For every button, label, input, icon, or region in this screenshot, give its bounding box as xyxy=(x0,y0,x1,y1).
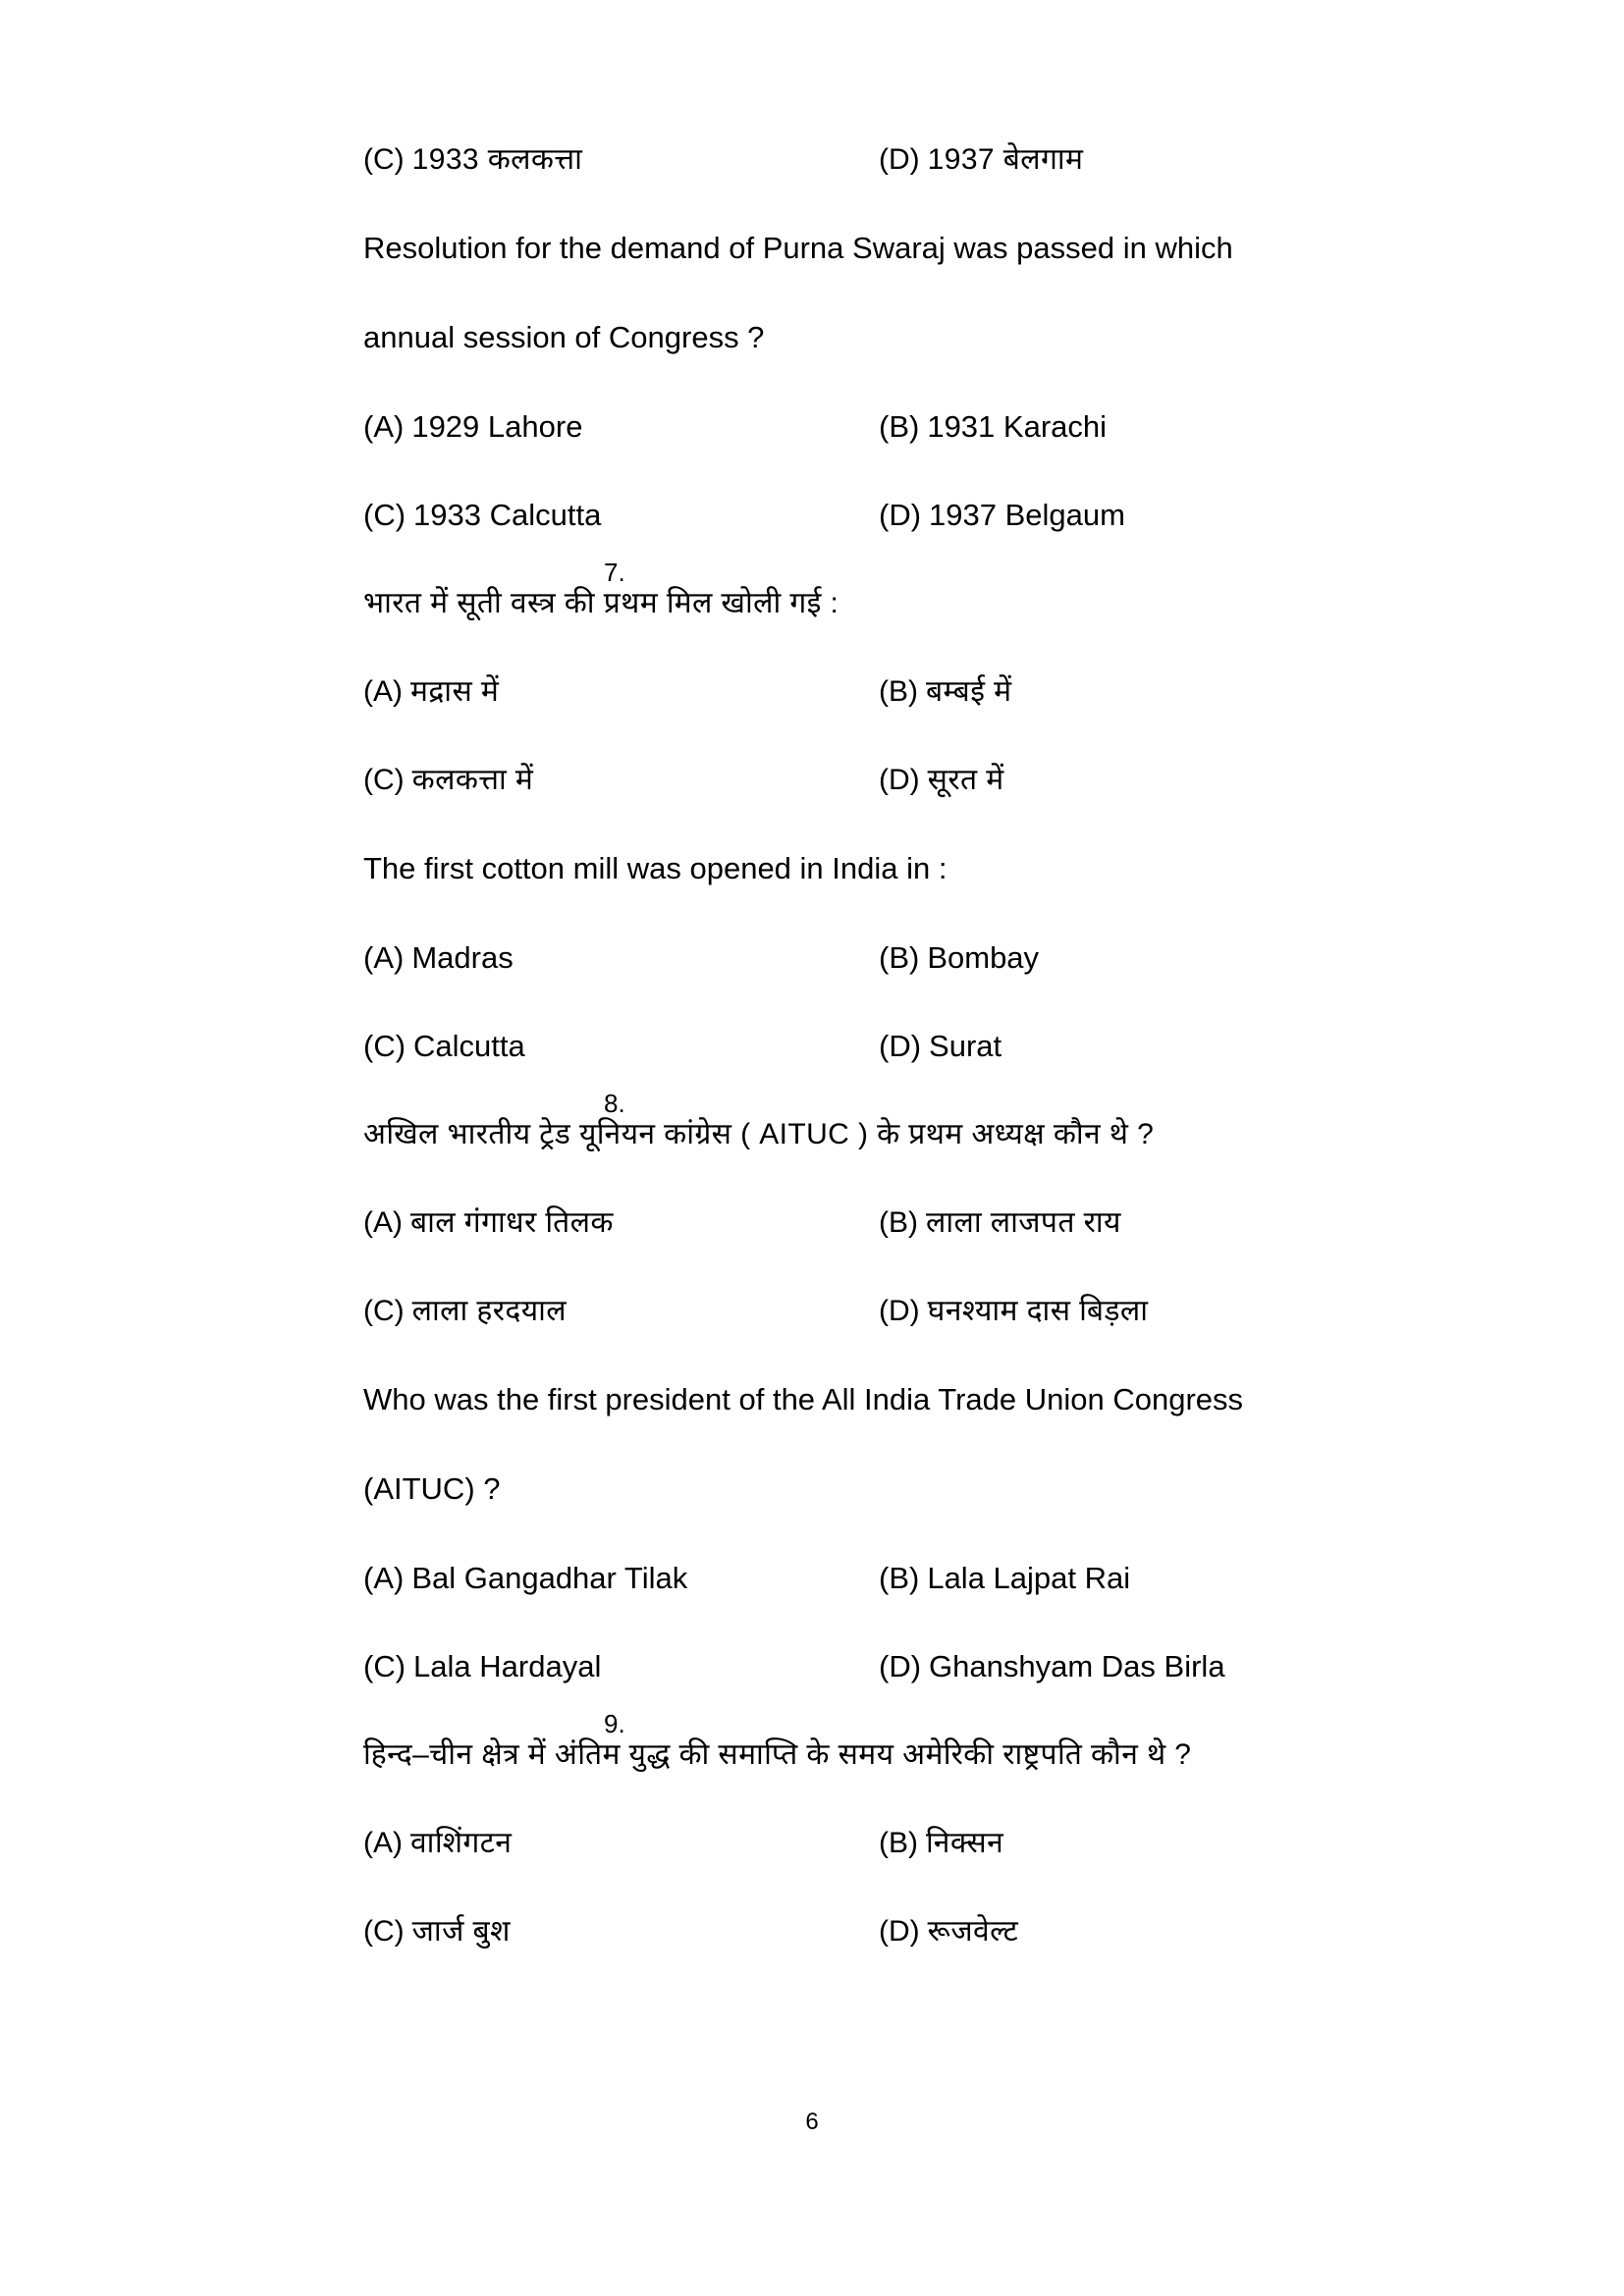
stem-text: (AITUC) ? xyxy=(363,1471,501,1506)
option-text: जार्ज बुश xyxy=(411,1915,511,1948)
option-tag: (C) xyxy=(363,764,405,796)
option-text: लाला हरदयाल xyxy=(411,1295,568,1327)
option-tag: (C) xyxy=(363,1915,405,1948)
option-c[interactable] xyxy=(363,1267,567,1356)
option-text: 1937 बेलगाम xyxy=(927,143,1084,176)
option-d[interactable] xyxy=(879,1267,1148,1356)
option-tag: (A) xyxy=(363,940,405,975)
option-c[interactable] xyxy=(363,736,533,825)
option-text: 1931 Karachi xyxy=(927,409,1108,444)
option-text: कलकत्ता में xyxy=(411,764,534,796)
question-stem-english-line1 xyxy=(363,204,1487,294)
option-a[interactable] xyxy=(363,383,582,471)
option-a[interactable] xyxy=(363,1179,614,1267)
stem-text: Who was the first president of the All India Trade Union Congress xyxy=(363,1382,1244,1416)
option-tag: (D) xyxy=(879,1295,920,1327)
option-tag: (D) xyxy=(879,498,922,532)
question-stem-english-8-line2 xyxy=(363,1445,1487,1534)
option-row-hindi-ab xyxy=(363,1799,1624,1888)
option-tag: (A) xyxy=(363,1206,403,1239)
option-b[interactable] xyxy=(879,1799,1003,1888)
option-text: Bal Gangadhar Tilak xyxy=(411,1561,688,1595)
option-row-english-ab xyxy=(363,383,1624,471)
option-text: Calcutta xyxy=(413,1029,525,1063)
option-b[interactable] xyxy=(879,383,1107,471)
option-tag: (C) xyxy=(363,1029,406,1063)
option-d[interactable] xyxy=(879,116,1083,204)
option-tag: (A) xyxy=(363,409,405,444)
stem-text: The first cotton mill was opened in India in : xyxy=(363,851,947,885)
option-row-english-cd xyxy=(363,1002,1624,1091)
option-text: Ghanshyam Das Birla xyxy=(929,1649,1225,1683)
question-stem-hindi-9 xyxy=(363,1711,1487,1799)
option-b[interactable] xyxy=(879,914,1039,1002)
option-tag: (B) xyxy=(879,1561,920,1595)
option-row-hindi-ab xyxy=(363,648,1624,736)
option-d[interactable] xyxy=(879,1002,1001,1091)
option-d[interactable] xyxy=(879,736,1004,825)
option-tag: (C) xyxy=(363,498,406,532)
option-a[interactable] xyxy=(363,1534,687,1623)
stem-text: भारत में सूती वस्त्र की प्रथम मिल खोली गई : xyxy=(363,587,839,619)
stem-text: annual session of Congress ? xyxy=(363,320,765,354)
option-a[interactable] xyxy=(363,914,514,1002)
option-text: 1929 Lahore xyxy=(411,409,583,444)
option-c[interactable] xyxy=(363,1002,525,1091)
option-tag: (B) xyxy=(879,675,918,708)
question-stem-english-line2 xyxy=(363,294,1487,383)
option-row-hindi-cd xyxy=(363,1888,1624,1976)
option-b[interactable] xyxy=(879,648,1011,736)
option-a[interactable] xyxy=(363,1799,512,1888)
option-tag: (C) xyxy=(363,1295,405,1327)
option-text: बम्बई में xyxy=(926,675,1012,708)
option-text: 1933 Calcutta xyxy=(413,498,602,532)
option-tag: (D) xyxy=(879,1029,922,1063)
option-tag: (B) xyxy=(879,1206,918,1239)
option-tag: (C) xyxy=(363,143,405,176)
option-row-hindi-cd xyxy=(363,1267,1624,1356)
option-text: Surat xyxy=(929,1029,1002,1063)
option-text: Madras xyxy=(411,940,514,975)
option-text: वाशिंगटन xyxy=(410,1827,513,1859)
option-row-english-cd xyxy=(363,1623,1624,1711)
option-text: घनश्याम दास बिड़ला xyxy=(927,1295,1149,1327)
option-row-english-cd xyxy=(363,471,1624,560)
question-number-8: 8. xyxy=(604,1089,625,1118)
option-tag: (B) xyxy=(879,1827,918,1859)
option-c[interactable] xyxy=(363,1888,511,1976)
option-tag: (D) xyxy=(879,764,920,796)
option-row-english-ab xyxy=(363,1534,1624,1623)
question-stem-english-8-line1 xyxy=(363,1356,1487,1445)
option-c[interactable] xyxy=(363,116,582,204)
option-tag: (C) xyxy=(363,1649,406,1683)
option-text: Bombay xyxy=(927,940,1040,975)
option-text: निक्सन xyxy=(926,1827,1004,1859)
question-block-7 xyxy=(0,560,1624,1091)
option-text: 1933 कलकत्ता xyxy=(411,143,583,176)
question-number-7: 7. xyxy=(604,558,625,587)
option-c[interactable] xyxy=(363,471,601,560)
option-tag: (B) xyxy=(879,940,920,975)
option-tag: (B) xyxy=(879,409,920,444)
option-text: लाला लाजपत राय xyxy=(926,1206,1121,1239)
question-stem-english-7 xyxy=(363,825,1487,914)
option-text: बाल गंगाधर तिलक xyxy=(410,1206,614,1239)
option-row-hindi-cd xyxy=(363,116,1624,204)
stem-text: अखिल भारतीय ट्रेड यूनियन कांग्रेस ( AITUC ) के प्रथम अध्यक्ष कौन थे ? xyxy=(363,1118,1155,1150)
option-tag: (D) xyxy=(879,1649,922,1683)
option-b[interactable] xyxy=(879,1534,1130,1623)
option-tag: (A) xyxy=(363,1561,405,1595)
option-tag: (A) xyxy=(363,675,403,708)
question-block-8 xyxy=(0,1091,1624,1711)
option-d[interactable] xyxy=(879,1888,1018,1976)
option-text: सूरत में xyxy=(927,764,1004,796)
question-stem-hindi-7 xyxy=(363,560,1487,648)
option-text: Lala Hardayal xyxy=(413,1649,602,1683)
option-row-english-ab xyxy=(363,914,1624,1002)
stem-text: Resolution for the demand of Purna Swaraj was passed in which xyxy=(363,231,1233,265)
option-b[interactable] xyxy=(879,1179,1121,1267)
page-number: 6 xyxy=(805,2109,819,2135)
question-stem-hindi-8 xyxy=(363,1091,1487,1179)
option-a[interactable] xyxy=(363,648,499,736)
option-text: Lala Lajpat Rai xyxy=(927,1561,1131,1595)
option-tag: (D) xyxy=(879,143,920,176)
option-d[interactable] xyxy=(879,1623,1225,1711)
question-number-9: 9. xyxy=(604,1709,625,1738)
option-text: 1937 Belgaum xyxy=(929,498,1125,532)
option-row-hindi-ab xyxy=(363,1179,1624,1267)
question-block-9 xyxy=(0,1711,1624,1976)
option-c[interactable] xyxy=(363,1623,601,1711)
option-text: रूजवेल्ट xyxy=(927,1915,1019,1948)
stem-text: हिन्द–चीन क्षेत्र में अंतिम युद्ध की समाप्ति के समय अमेरिकी राष्ट्रपति कौन थे ? xyxy=(363,1738,1192,1771)
option-tag: (D) xyxy=(879,1915,920,1948)
question-block-carryover xyxy=(0,0,1624,560)
option-d[interactable] xyxy=(879,471,1125,560)
option-row-hindi-cd xyxy=(363,736,1624,825)
option-text: मद्रास में xyxy=(410,675,500,708)
option-tag: (A) xyxy=(363,1827,403,1859)
